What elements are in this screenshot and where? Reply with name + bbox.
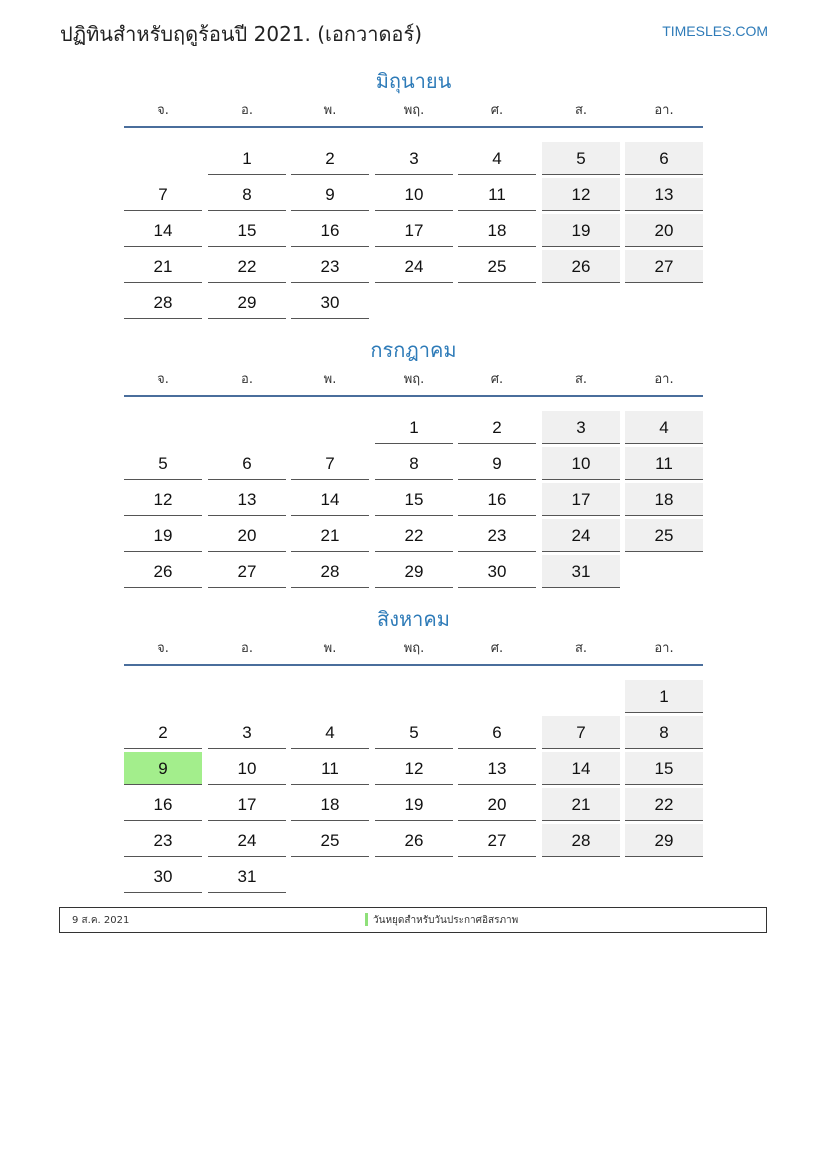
weekday-header: จ. (157, 641, 169, 656)
day-cell: 7 (124, 178, 202, 211)
day-cell: 17 (208, 788, 286, 821)
month-calendar (124, 604, 703, 886)
month-calendar (124, 66, 703, 336)
day-cell: 12 (542, 178, 620, 211)
day-cell: 28 (542, 824, 620, 857)
day-cell: 27 (625, 250, 703, 283)
month-name: กรกฎาคม (370, 338, 457, 362)
header-divider (124, 395, 703, 397)
day-cell: 2 (124, 716, 202, 749)
day-cell: 8 (208, 178, 286, 211)
day-cell: 5 (124, 447, 202, 480)
day-cell: 6 (208, 447, 286, 480)
day-cell: 13 (625, 178, 703, 211)
day-cell: 3 (375, 142, 453, 175)
day-cell: 4 (625, 411, 703, 444)
day-cell: 14 (542, 752, 620, 785)
day-cell: 28 (124, 286, 202, 319)
day-cell: 24 (208, 824, 286, 857)
day-cell: 24 (375, 250, 453, 283)
day-cell: 25 (625, 519, 703, 552)
holiday-legend (59, 907, 767, 933)
day-cell: 16 (291, 214, 369, 247)
weekday-header: พฤ. (403, 372, 425, 387)
day-cell: 20 (208, 519, 286, 552)
header-divider (124, 664, 703, 666)
day-cell: 31 (208, 860, 286, 893)
day-cell: 16 (124, 788, 202, 821)
legend-description: วันหยุดสำหรับวันประกาศอิสรภาพ (373, 915, 519, 926)
day-cell: 22 (375, 519, 453, 552)
day-cell: 10 (542, 447, 620, 480)
day-cell: 24 (542, 519, 620, 552)
weekday-header: ส. (574, 103, 588, 118)
day-cell: 20 (458, 788, 536, 821)
month-name: มิถุนายน (375, 69, 452, 93)
day-cell: 1 (625, 680, 703, 713)
day-cell: 11 (625, 447, 703, 480)
day-cell: 29 (375, 555, 453, 588)
day-cell: 26 (375, 824, 453, 857)
day-cell: 20 (625, 214, 703, 247)
day-cell: 26 (542, 250, 620, 283)
weekday-header: อา. (654, 641, 674, 656)
day-cell: 21 (542, 788, 620, 821)
day-cell: 23 (124, 824, 202, 857)
day-cell: 11 (291, 752, 369, 785)
day-cell: 26 (124, 555, 202, 588)
day-cell: 13 (458, 752, 536, 785)
weekday-header: ศ. (490, 103, 504, 118)
day-cell: 17 (375, 214, 453, 247)
day-cell: 2 (458, 411, 536, 444)
day-cell: 19 (375, 788, 453, 821)
weekday-header: จ. (157, 372, 169, 387)
day-cell: 25 (291, 824, 369, 857)
weekday-header: อ. (241, 103, 253, 118)
day-cell: 5 (375, 716, 453, 749)
day-cell: 19 (124, 519, 202, 552)
holiday-day-cell: 9 (124, 752, 202, 785)
legend-date: 9 ส.ค. 2021 (72, 915, 130, 926)
day-cell: 7 (291, 447, 369, 480)
day-cell: 7 (542, 716, 620, 749)
weekday-header: อ. (241, 372, 253, 387)
day-cell: 22 (208, 250, 286, 283)
day-cell: 27 (208, 555, 286, 588)
weekday-header: ส. (574, 641, 588, 656)
weekday-header: พ. (323, 372, 337, 387)
day-cell: 29 (625, 824, 703, 857)
day-cell: 17 (542, 483, 620, 516)
day-cell: 22 (625, 788, 703, 821)
day-cell: 28 (291, 555, 369, 588)
day-cell: 30 (124, 860, 202, 893)
weekday-header: จ. (157, 103, 169, 118)
day-cell: 12 (124, 483, 202, 516)
day-cell: 11 (458, 178, 536, 211)
weekday-header: ศ. (490, 641, 504, 656)
day-cell: 3 (208, 716, 286, 749)
weekday-header: ส. (574, 372, 588, 387)
day-cell: 15 (208, 214, 286, 247)
day-cell: 16 (458, 483, 536, 516)
day-cell: 6 (458, 716, 536, 749)
day-cell: 1 (375, 411, 453, 444)
day-cell: 18 (625, 483, 703, 516)
weekday-header: ศ. (490, 372, 504, 387)
day-cell: 29 (208, 286, 286, 319)
day-cell: 14 (124, 214, 202, 247)
weekday-header: อ. (241, 641, 253, 656)
day-cell: 19 (542, 214, 620, 247)
day-cell: 9 (291, 178, 369, 211)
day-cell: 3 (542, 411, 620, 444)
day-cell: 27 (458, 824, 536, 857)
day-cell: 5 (542, 142, 620, 175)
weekday-header: อา. (654, 103, 674, 118)
day-cell: 14 (291, 483, 369, 516)
day-cell: 1 (208, 142, 286, 175)
page-title: ปฏิทินสำหรับฤดูร้อนปี 2021. (เอกวาดอร์) (60, 22, 422, 46)
day-cell: 23 (458, 519, 536, 552)
day-cell: 25 (458, 250, 536, 283)
day-cell: 23 (291, 250, 369, 283)
day-cell: 31 (542, 555, 620, 588)
day-cell: 30 (458, 555, 536, 588)
day-cell: 10 (375, 178, 453, 211)
day-cell: 8 (625, 716, 703, 749)
month-name: สิงหาคม (377, 607, 450, 631)
day-cell: 18 (291, 788, 369, 821)
day-cell: 30 (291, 286, 369, 319)
header-divider (124, 126, 703, 128)
month-calendar (124, 335, 703, 605)
day-cell: 21 (291, 519, 369, 552)
day-cell: 4 (291, 716, 369, 749)
weekday-header: พ. (323, 641, 337, 656)
brand-link[interactable]: TIMESLES.COM (662, 23, 768, 39)
day-cell: 15 (375, 483, 453, 516)
weekday-header: พฤ. (403, 641, 425, 656)
day-cell: 12 (375, 752, 453, 785)
day-cell: 9 (458, 447, 536, 480)
weekday-header: พ. (323, 103, 337, 118)
day-cell: 10 (208, 752, 286, 785)
weekday-header: พฤ. (403, 103, 425, 118)
day-cell: 15 (625, 752, 703, 785)
day-cell: 6 (625, 142, 703, 175)
day-cell: 8 (375, 447, 453, 480)
day-cell: 2 (291, 142, 369, 175)
holiday-color-marker (365, 913, 368, 926)
weekday-header: อา. (654, 372, 674, 387)
day-cell: 13 (208, 483, 286, 516)
day-cell: 21 (124, 250, 202, 283)
day-cell: 18 (458, 214, 536, 247)
day-cell: 4 (458, 142, 536, 175)
